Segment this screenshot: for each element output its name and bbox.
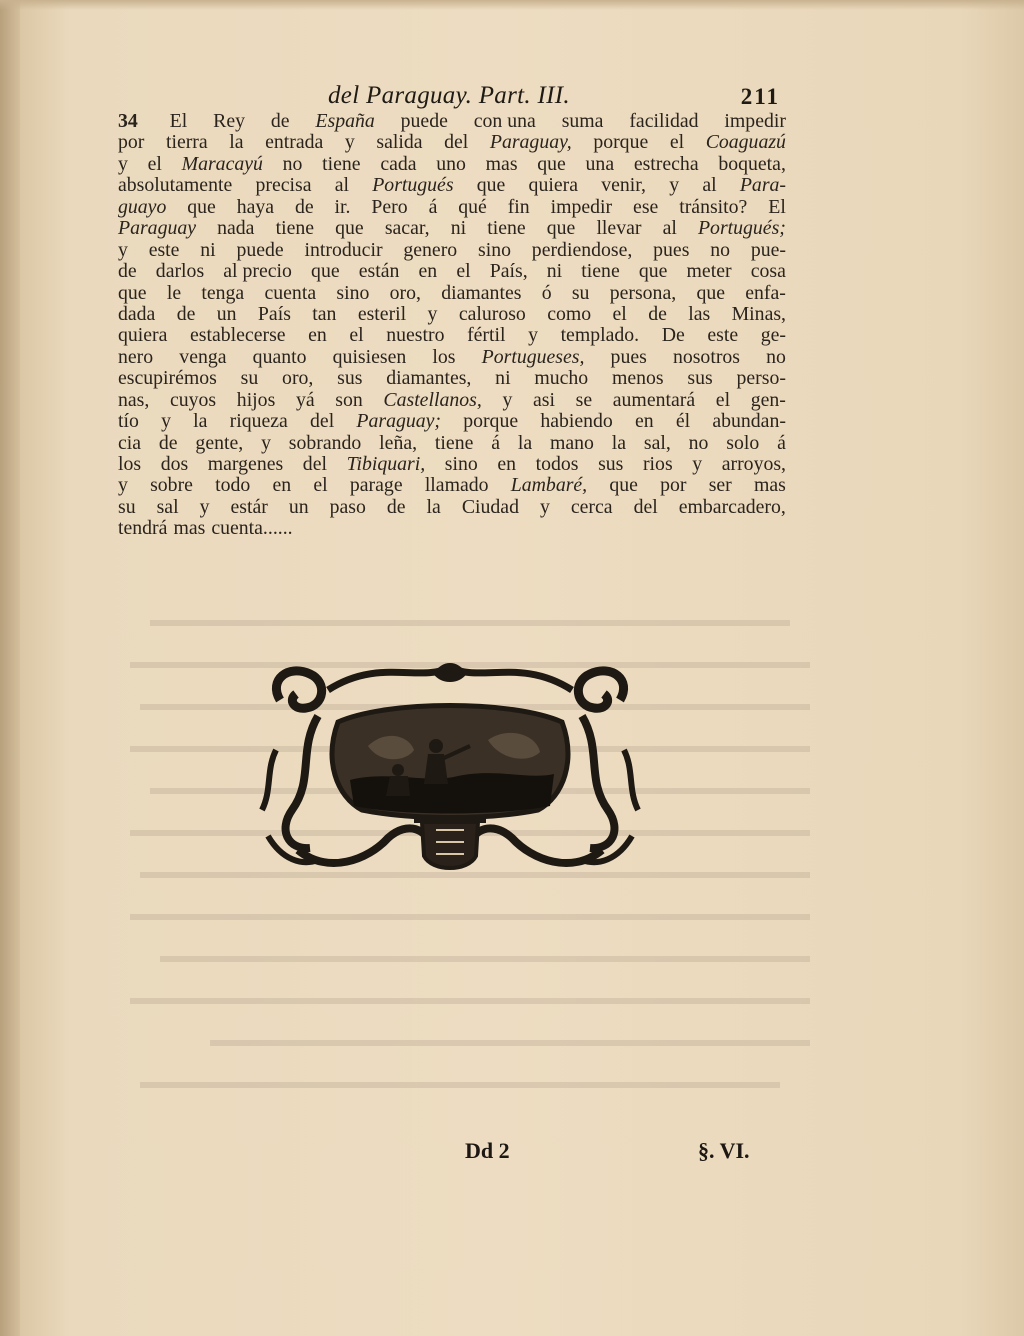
word: sus [337, 367, 363, 390]
word: cia [118, 431, 142, 454]
word: genero [403, 238, 458, 261]
word: hijos [236, 388, 276, 411]
word: impedir [724, 110, 786, 132]
word: una [585, 152, 615, 175]
word: quanto [252, 345, 307, 368]
word: ni [450, 217, 467, 240]
word: cuenta...... [211, 517, 293, 540]
word: se [575, 388, 593, 411]
word: tierra [165, 131, 208, 154]
word: en [308, 324, 327, 347]
word: cada [380, 152, 417, 175]
word: sus [687, 367, 713, 390]
word: no [710, 238, 730, 261]
word: del [444, 131, 469, 154]
word: no [688, 431, 709, 454]
binding-gutter [0, 0, 20, 1336]
word: leña, [379, 431, 418, 454]
word: mas [485, 152, 518, 175]
word: boqueta, [718, 152, 786, 175]
word: asi [532, 388, 555, 411]
word: son [335, 388, 363, 411]
word: Paraguay, [489, 131, 572, 154]
word: el [669, 131, 685, 154]
word: puede [236, 238, 284, 261]
word: País [257, 302, 291, 325]
word: que [609, 474, 638, 497]
word: Tibiquari, [346, 453, 426, 475]
word: sus [598, 453, 624, 475]
word: que [537, 152, 566, 175]
word: de [648, 302, 667, 325]
text-line [118, 368, 786, 389]
word: oro, [389, 281, 421, 304]
word: diamantes, [386, 367, 472, 390]
word: El [169, 110, 188, 132]
page-footer [0, 1138, 1024, 1168]
word: ese [633, 195, 659, 218]
word: enfa- [745, 281, 786, 304]
word: no [766, 345, 786, 368]
word: yá [295, 388, 315, 411]
text-line [118, 454, 786, 475]
word: sino [444, 453, 478, 475]
word: nada [217, 217, 255, 240]
word: Lambaré, [510, 474, 588, 497]
word: de [118, 260, 137, 283]
word: estár [230, 495, 268, 518]
word: al precio [223, 260, 292, 283]
word: al [702, 174, 717, 197]
text-line [118, 218, 786, 239]
word: la [229, 131, 244, 154]
word: España [315, 110, 375, 132]
word: las [688, 302, 711, 325]
word: embarcadero, [678, 495, 786, 518]
word: mas [173, 517, 206, 540]
word: están [358, 260, 400, 283]
word: en [635, 410, 654, 433]
text-line [118, 154, 786, 175]
word: la [193, 410, 208, 433]
word: llevar [596, 217, 642, 240]
word: y [199, 495, 210, 518]
word: sal, [643, 431, 671, 454]
word: margenes [207, 453, 284, 475]
word: porque [593, 131, 649, 154]
word: y [427, 302, 438, 325]
word: el [147, 152, 162, 175]
word: dos [160, 453, 189, 475]
word: Para- [739, 174, 786, 197]
word: á [491, 431, 500, 454]
word: aumentará [612, 388, 696, 411]
word: el [349, 324, 364, 347]
word: persona, [609, 281, 677, 304]
word: establecerse [190, 324, 286, 347]
word: el [456, 260, 471, 283]
word: y [669, 174, 680, 197]
word: la [426, 495, 441, 518]
word: tiene [322, 152, 361, 175]
text-line [118, 132, 786, 153]
word: meter [686, 260, 732, 283]
word: guayo [118, 195, 167, 218]
word: de [386, 495, 406, 518]
word: Minas, [731, 302, 786, 325]
page-top-edge [0, 0, 1024, 10]
word: y [539, 495, 550, 518]
word: del [302, 453, 327, 475]
page-number: 211 [740, 84, 780, 109]
text-line [118, 497, 786, 518]
word: todos [535, 453, 579, 475]
word: con una [473, 110, 536, 132]
word: perso- [736, 367, 786, 390]
word: que [118, 281, 147, 304]
word: Ciudad [461, 495, 519, 518]
word: haya [236, 195, 275, 218]
signature-mark: Dd 2 [465, 1138, 510, 1163]
word: sal [156, 495, 179, 518]
word: su [118, 495, 136, 518]
word: en [272, 474, 292, 497]
text-line [118, 411, 786, 432]
word: pues [653, 238, 690, 261]
word: ni [546, 260, 563, 283]
word: solo [726, 431, 760, 454]
text-line [118, 518, 786, 539]
word: entrada [265, 131, 324, 154]
word: y [118, 238, 128, 261]
word: le [166, 281, 182, 304]
word: los [432, 345, 456, 368]
running-title: del Paraguay. Part. III. [328, 82, 570, 109]
word: arroyos, [721, 453, 786, 475]
word: parage [349, 474, 403, 497]
word: pue- [750, 238, 786, 261]
woodcut-ornament [258, 660, 642, 882]
word: un [216, 302, 237, 325]
word: quiera [118, 324, 168, 347]
word: no [282, 152, 303, 175]
word: á [428, 195, 438, 218]
word: de [270, 110, 290, 132]
word: habiendo [540, 410, 613, 433]
word: Maracayú [181, 152, 263, 175]
word: Portugueses, [481, 345, 585, 368]
word: De [661, 324, 685, 347]
word: ni [495, 367, 511, 390]
word: nas, [118, 388, 150, 411]
word: que [638, 260, 668, 283]
word: por [660, 474, 687, 497]
word: en [497, 453, 517, 475]
word: mas [753, 474, 786, 497]
word: sino [336, 281, 370, 304]
word: en [418, 260, 438, 283]
word: que [311, 260, 340, 283]
word: caluroso [458, 302, 526, 325]
word: sobre [150, 474, 193, 497]
word: menos [611, 367, 664, 390]
word: porque [463, 410, 519, 433]
word: y [692, 453, 703, 475]
word: perdiendose, [531, 238, 633, 261]
word: ni [200, 238, 216, 261]
word: Rey [213, 110, 245, 132]
word: un [288, 495, 309, 518]
word: paso [329, 495, 366, 518]
word: precisa [255, 174, 312, 197]
text-line [118, 261, 786, 282]
word: introducir [304, 238, 383, 261]
word: al [662, 217, 677, 240]
word: Portugués; [697, 217, 786, 240]
word: y [118, 474, 128, 497]
text-line [118, 240, 786, 261]
word: tiene [487, 217, 526, 240]
word: su [240, 367, 259, 390]
word: el [313, 474, 328, 497]
word: venga [179, 345, 227, 368]
word: fin [507, 195, 530, 218]
text-line [118, 433, 786, 454]
word: que [696, 281, 725, 304]
word: cuyos [169, 388, 217, 411]
word: tiene [434, 431, 474, 454]
word: al [334, 174, 349, 197]
word: de [158, 431, 178, 454]
word: Pero [371, 195, 408, 218]
word: que [546, 217, 576, 240]
word: por [118, 131, 145, 154]
word: y [118, 152, 128, 175]
word: nosotros [672, 345, 740, 368]
word: dada [118, 302, 156, 325]
word: sobrando [288, 431, 362, 454]
text-line [118, 390, 786, 411]
word: tío [118, 410, 139, 433]
word: él [675, 410, 691, 433]
word: tenga [201, 281, 245, 304]
word: rios [642, 453, 673, 475]
word: de [294, 195, 314, 218]
word: esteril [357, 302, 407, 325]
word: salida [376, 131, 423, 154]
word: nero [118, 345, 154, 368]
word: darlos [155, 260, 205, 283]
word: y [344, 131, 355, 154]
word: llamado [424, 474, 489, 497]
word: Paraguay; [356, 410, 441, 433]
word: este [148, 238, 180, 261]
word: la [517, 431, 533, 454]
text-line [118, 347, 786, 368]
word: ge- [760, 324, 786, 347]
word: los [118, 453, 142, 475]
word: puede [400, 110, 448, 132]
word: escupirémos [118, 367, 217, 390]
word: fértil [467, 324, 506, 347]
word: suma [561, 110, 604, 132]
word: tránsito? [679, 195, 748, 218]
word: Paraguay [118, 217, 197, 240]
text-line [118, 197, 786, 218]
word: gen- [750, 388, 786, 411]
word: y [261, 431, 271, 454]
word: tan [312, 302, 337, 325]
word: estrecha [633, 152, 699, 175]
word: El [768, 195, 786, 218]
word: cerca [570, 495, 613, 518]
word: País, [489, 260, 528, 283]
word: sino [478, 238, 511, 261]
word: venir, [601, 174, 647, 197]
word: tiene [581, 260, 620, 283]
word: absolutamente [118, 174, 233, 197]
word: sacar, [384, 217, 430, 240]
word: su [571, 281, 590, 304]
word: el [715, 388, 731, 411]
word: qué [458, 195, 487, 218]
word: que [335, 217, 364, 240]
text-line [118, 175, 786, 196]
word: gente, [195, 431, 244, 454]
word: mano [549, 431, 594, 454]
word: que [476, 174, 506, 197]
word: Coaguazú [705, 131, 786, 154]
paragraph-34 [118, 111, 786, 540]
paragraph-number: 34 [118, 110, 138, 132]
text-line [118, 475, 786, 496]
word: abundan- [712, 410, 786, 433]
word: como [547, 302, 592, 325]
text-line [118, 304, 786, 325]
cartouche-frame [262, 664, 638, 869]
word: cosa [750, 260, 786, 283]
word: todo [215, 474, 251, 497]
word: ser [708, 474, 732, 497]
word: tiene [275, 217, 315, 240]
word: diamantes [441, 281, 522, 304]
word: este [707, 324, 739, 347]
text-line [118, 325, 786, 346]
word: de [176, 302, 196, 325]
word: nuestro [386, 324, 445, 347]
word: cuenta [264, 281, 317, 304]
word: que [187, 195, 216, 218]
word: pues [610, 345, 647, 368]
word: la [611, 431, 627, 454]
word: quisiesen [332, 345, 407, 368]
word: ó [541, 281, 552, 304]
word: el [612, 302, 627, 325]
word: Castellanos, [383, 388, 482, 411]
word: y [502, 388, 513, 411]
word: facilidad [629, 110, 699, 132]
text-line [118, 283, 786, 304]
word: impedir [550, 195, 613, 218]
catchword: §. VI. [698, 1138, 750, 1163]
word: uno [436, 152, 466, 175]
word: del [633, 495, 658, 518]
word: tendrá [118, 517, 168, 540]
word: y [528, 324, 538, 347]
word: del [310, 410, 335, 433]
word: Portugués [372, 174, 454, 197]
word: mucho [534, 367, 589, 390]
word: riqueza [229, 410, 288, 433]
text-line [118, 111, 786, 132]
word: y [161, 410, 171, 433]
word: ir. [334, 195, 351, 218]
word: á [777, 431, 786, 454]
word: oro, [282, 367, 314, 390]
word: templado. [560, 324, 640, 347]
word: quiera [528, 174, 578, 197]
